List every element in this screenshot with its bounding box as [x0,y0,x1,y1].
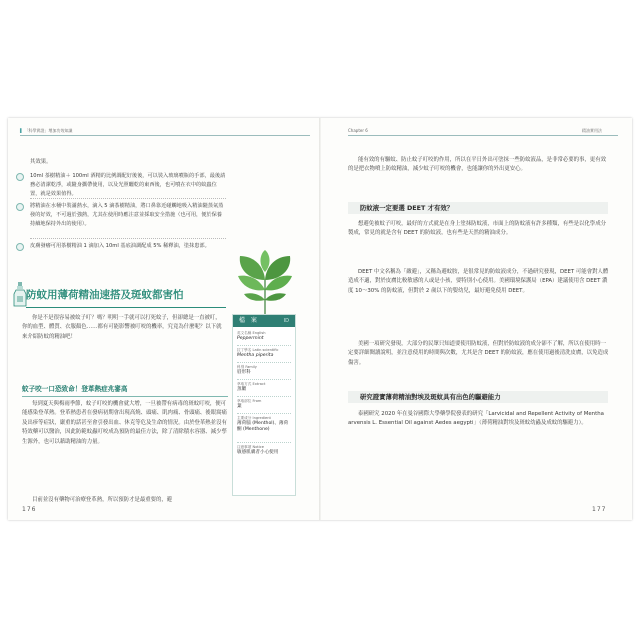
bullet-divider [30,198,226,199]
left-paragraph: 每到夏天與梅雨季節，蚊子叮咬的機會就大增，一旦被帶有病毒的斑蚊叮咬，便可能感染登革熱。登革熱患者在發病初期會出現高燒、頭痛、肌肉痛、骨頭痛、後眼窩痛及出疹等症狀，嚴重的話甚至會引發出血、休克等危及生命的情況。由於登革熱並沒有特效藥可以醫治，因此防範蚊蟲叮咬成為預防的最佳方法，除了清除積水容器、減少孳生源外，也可以藉助精油的力量。 [22,401,227,445]
card-row: 萃取方式 Extract 蒸餾 [237,382,266,393]
right-paragraph: 美國一項研究發現，大部分的民眾只知道要使用防蚊液，但對於防蚊液的成分卻不了解，所以在使用時一定要詳細閱讀說明，並注意使用的時間與次數，尤其是含 DEET 的防蚊液，應在使用過後清洗皮膚，以免造成傷害。 [348,341,609,366]
card-separator [237,413,291,414]
bullet-dot-icon [16,203,24,211]
bullet-dot-icon [16,173,24,181]
card-separator [237,345,291,346]
right-section-heading: 防蚊液一定要選 DEET 才有效？ [348,202,608,214]
bullet-item: 皮膚發癢可用茶樹精油 1 滴加入 10ml 基底油調配成 5% 稀釋油，塗抹患部。 [30,242,226,251]
card-separator [237,442,291,443]
left-page-number: 176 [22,506,37,513]
right-paragraph: DEET 中文名稱為「敵避」，又稱為避蚊胺，是很常見的防蚊液成分，不過研究發現，DEET 可能會對人體造成不適，對於皮膚比較敏感的人或是小孩，要特別小心使用。美國環境保護局（EPA）建議使用含 DEET 濃度 10～30% 的防蚊液，但對於 2 歲以下的嬰幼兒，最好避免使用 DEET。 [348,269,609,294]
right-page-header: Chapter 6 [348,128,368,133]
book-spread [8,118,632,520]
left-subheading: 蚊子咬一口恐致命！登革熱症兆審高 [22,385,128,393]
right-paragraph: 能有效的有驅蚊、防止蚊子叮咬的作用，所以在平日外出可塗抹一些防蚊液品，是非常必要的事，更有效的是把衣物噴上防蚊精油，減少蚊子叮咬的機會，也能讓你的外出更安心。 [348,157,606,173]
article-title: 防蚊用薄荷精油速搭及斑蚊都害怕 [26,289,184,301]
bullet-item: 10ml 茶樹精油＋ 100ml 酒精的比例調配好後後，可以裝入玻璃噴瓶的手部，最後請務必清潔乾淨，或隨身攜帶使用，以及光照曬乾的東西後，也可噴在衣中的蚊蟲位置，就是效果值得。 [30,172,226,198]
card-row: 萃取部位 From 葉 [237,399,262,410]
herb-id-card [232,314,296,496]
intro-line: 其效果。 [30,159,52,165]
card-separator [237,396,291,397]
right-paragraph: 想避免被蚊子叮咬，最好的方式就是在身上塗抹防蚊液，市面上的防蚊液有許多種類，有些是以化學成分製成，常見的就是含有 DEET 的防蚊液，也有些是天然的精油成分。 [348,221,606,237]
left-paragraph: 你是不是很容易被蚊子叮？嗎？明明一手就可以打死蚊子，但卻總是一直被叮，你的血型、體質、衣服顏色……都有可能影響被叮咬的機率，究竟為什麼呢？以下就來介紹防蚊的精油吧！ [22,315,222,340]
title-underline [26,307,226,308]
left-page-header: ▌ 「科學實證」增加功效知識 [20,128,73,133]
left-header-rule [20,135,310,136]
page-gutter [319,118,321,520]
bullet-item: 將精油在水桶中裝滿熱水，滴入 5 滴茶樹精油，將口鼻靠近碰觸地吸入精油隨蒸氣蒸發的好效，不可過於強熱，尤其在使用時應注意並採取安全措施（也可用，便於保養持續地保持外出的使用）。 [30,202,226,228]
card-separator [237,362,291,363]
peppermint-leaves-illustration [230,250,300,316]
card-row: 主要成分 Ingredient 薄荷腦 (Menthol)、薄荷酮 (Menthone) [237,416,289,433]
right-page-header-title: 精油實用法 [582,128,602,133]
right-header-rule [348,135,618,136]
card-row: 拉丁學名 Latin scientific Mentha piperita [237,348,279,359]
left-paragraph: 目前並沒有藥物可治療登革熱，所以預防才是最重要的，避 [32,497,173,503]
subheading-rule [22,396,228,397]
card-separator [237,379,291,380]
card-row: 注意事項 Notice 敏感肌膚者小心使用 [237,445,279,456]
card-row: 英文名稱 English Peppermint [237,331,266,342]
bullet-dot-icon [16,243,24,251]
right-page-number: 177 [592,506,607,513]
right-paragraph: 泰國研究 2020 年在曼谷國際大學藥學院發表的研究「Larvicidal and Repellent Activity of Mentha arvensis L. Essential Oil against Aedes aegypti」（薄荷精油對埃及斑蚊幼蟲及成蚊的驅避力）。 [348,411,604,427]
bullet-divider [30,238,226,239]
card-row: 科別 Family 唇形科 [237,365,257,376]
right-section-heading: 研究證實薄荷精油對埃及斑蚊具有出色的驅避能力 [348,391,608,403]
card-header: 檔 案 ID [233,315,295,327]
